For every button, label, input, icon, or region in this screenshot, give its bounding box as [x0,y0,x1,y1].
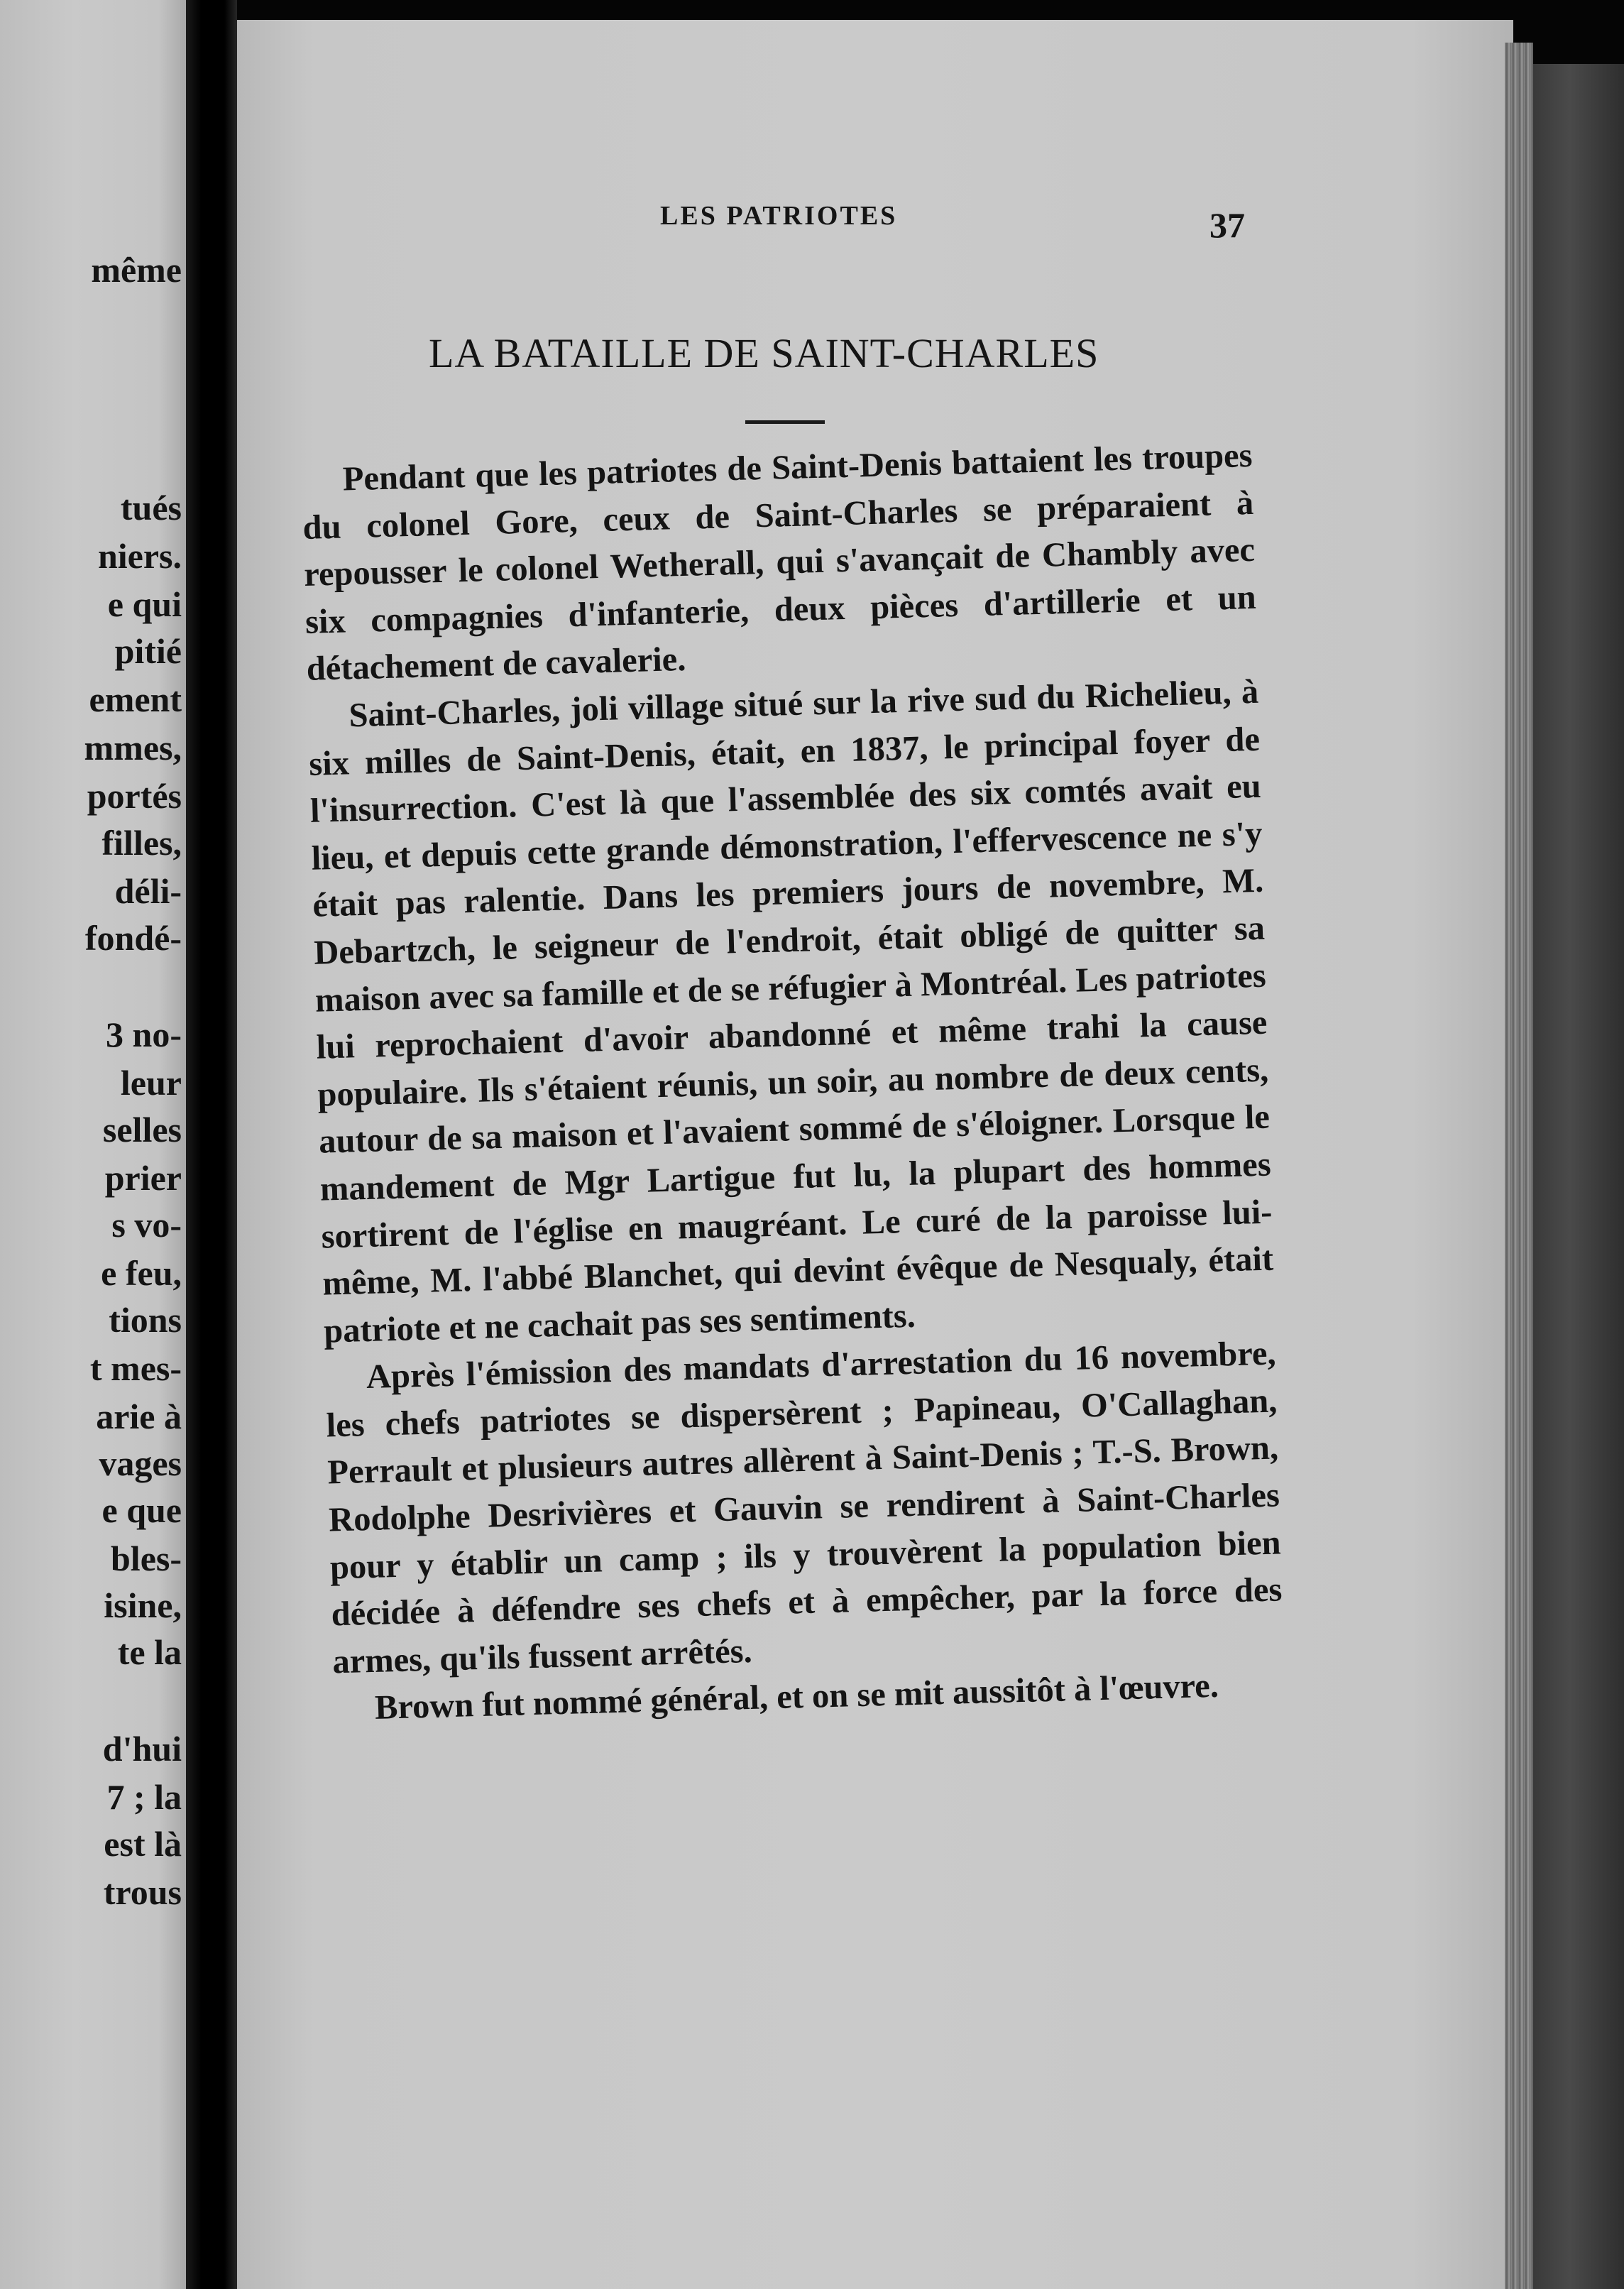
paragraph: Brown fut nommé général, et on se mit aussitôt à l'œuvre. [374,1667,1219,1727]
left-page-text-fragment: leur [120,1063,182,1103]
running-head: LES PATRIOTES [660,201,898,231]
paragraph: Après l'émission des mandats d'arrestation du 16 novembre, les chefs patriotes se dispersèrent ; Papineau, O'Callaghan, Perrault et plusieurs autres allèrent à Saint-Denis ; T.-S. Brown, Rodolphe Desrivières et Gauvin se rendirent à Saint-Charles pour y établir un camp ; ils y trouvèrent la population bien décidée à défendre ses chefs et à empêcher, par la force des armes, qu'ils fussent arrêtés. [326,1334,1283,1681]
left-page-text-fragment: te la [117,1632,182,1672]
left-page-text-fragment: filles, [102,823,182,863]
page-number: 37 [1209,205,1245,245]
left-page-text-fragment: selles [102,1110,182,1149]
book-gutter [186,0,237,2289]
chapter-title: LA BATAILLE DE SAINT-CHARLES [429,330,1099,376]
left-page-text-fragment: niers. [97,536,182,576]
left-page-text-fragment: mmes, [84,728,182,767]
left-page-text-fragment: bles- [111,1539,182,1578]
left-page-text-fragment: déli- [114,871,182,911]
left-page-text-fragment: 3 no- [106,1015,182,1054]
left-page-text-fragment: tions [109,1300,182,1340]
left-page-text-fragment: e que [102,1490,182,1530]
left-page-text-fragment: e qui [107,584,182,624]
left-page-text-fragment: t mes- [89,1348,182,1388]
left-page-text-fragment: tués [120,488,182,528]
left-page-text-fragment: d'hui [102,1729,182,1769]
left-page-text-fragment: fondé- [84,918,182,958]
left-page-text-fragment: même [91,250,182,290]
left-page-text-fragment: s vo- [111,1205,182,1245]
book-cover-edge [1533,64,1624,2289]
title-rule [745,420,825,424]
paragraph: Pendant que les patriotes de Saint-Denis battaient les troupes du colonel Gore, ceux de Saint-Charles se préparaient à repousser le colonel Wetherall, qui s'avançait de Chambly avec six compagnies d'infanterie, deux pièces d'artillerie et un détachement de cavalerie. [302,436,1257,689]
left-page-text-fragment: pitié [114,631,182,671]
left-page-text-fragment: e feu, [101,1253,182,1293]
left-page-text-fragment: portés [87,776,182,816]
left-page-text-fragment: arie à [96,1397,182,1436]
left-page-text-fragment: prier [104,1158,182,1198]
body-text [301,432,1285,1733]
left-page-text-fragment: ement [89,679,182,719]
page-edges [1505,43,1533,2289]
left-page-text-fragment: trous [103,1872,182,1912]
left-page-text-fragment: 7 ; la [106,1777,182,1817]
left-facing-page [0,0,186,2289]
left-page-text-fragment: isine, [104,1585,182,1625]
left-page-text-fragment: vages [99,1443,182,1483]
paragraph: Saint-Charles, joli village situé sur la rive sud du Richelieu, à six milles de Saint-Denis, était, en 1837, le principal foyer de l'insurrection. C'est là que l'assemblée des six comtés avait eu lieu, et depuis cette grande démonstration, l'effervescence ne s'y était pas ralentie. Dans les premiers jours de novembre, M. Debartzch, le seigneur de l'endroit, était obligé de quitter sa maison avec sa famille et de se réfugier à Montréal. Les patriotes lui reprochaient d'avoir abandonné et même trahi la cause populaire. Ils s'étaient réunis, un soir, au nombre de deux cents, autour de sa maison et l'avaient sommé de s'éloigner. Lorsque le mandement de Mgr Lartigue fut lu, la plupart des hommes sortirent de l'église en maugréant. Le curé de la paroisse lui-même, M. l'abbé Blanchet, qui devint évêque de Nesqualy, était patriote et ne cachait pas ses sentiments. [308,672,1274,1350]
left-page-text-fragment: est là [104,1824,182,1864]
